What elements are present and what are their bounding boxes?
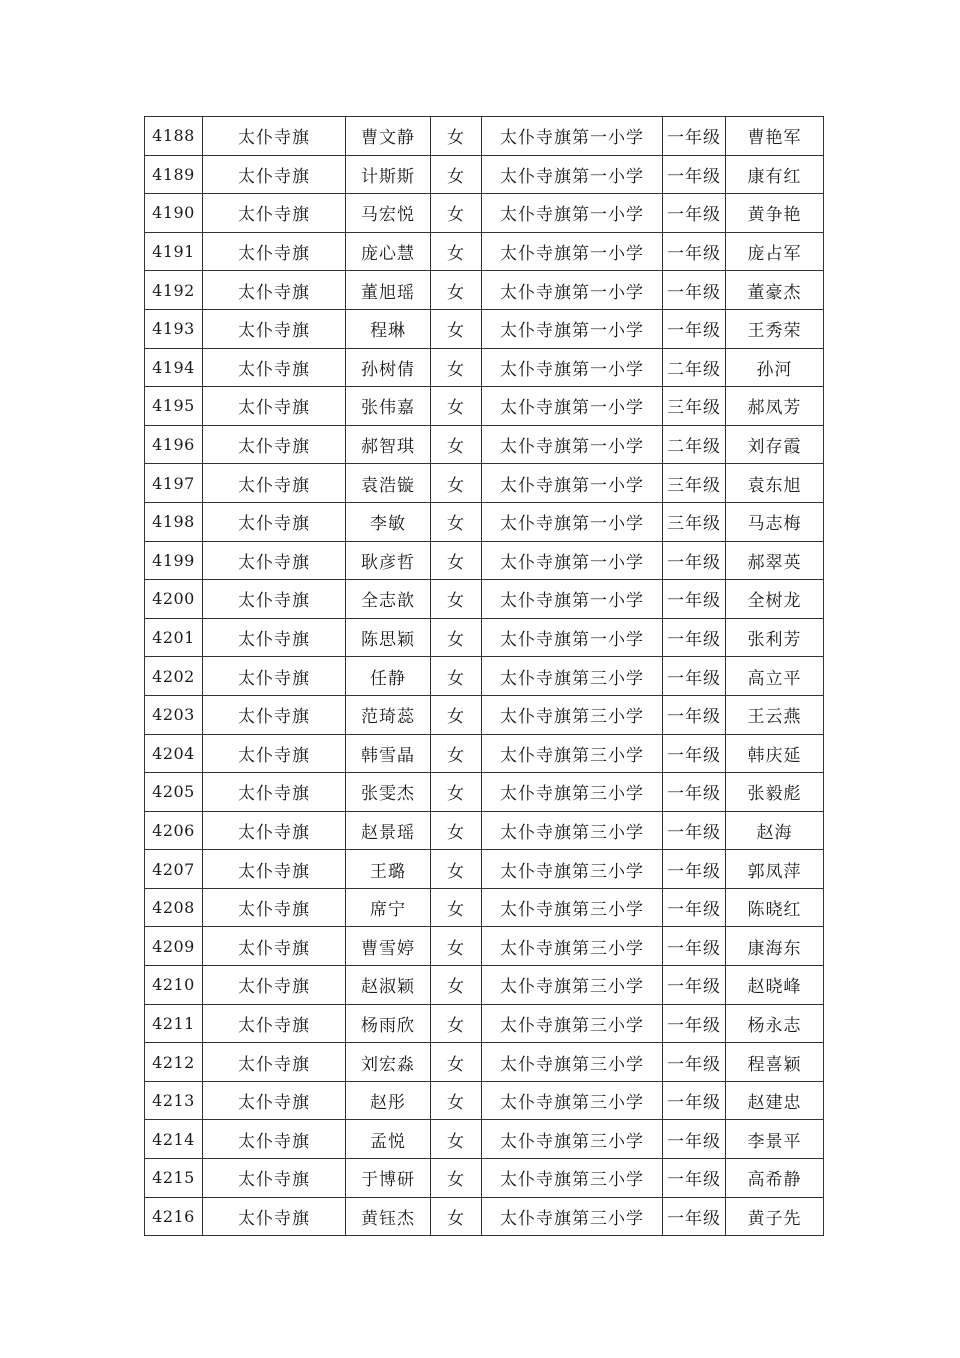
- district-cell: 太仆寺旗: [203, 850, 346, 889]
- district-cell: 太仆寺旗: [203, 966, 346, 1005]
- student-name-cell: 孙树倩: [346, 348, 431, 387]
- school-cell: 太仆寺旗第三小学: [482, 811, 663, 850]
- guardian-name-cell: 康海东: [726, 927, 824, 966]
- gender-cell: 女: [431, 618, 482, 657]
- grade-cell: 三年级: [663, 502, 726, 541]
- school-cell: 太仆寺旗第三小学: [482, 1120, 663, 1159]
- row-number-cell: 4197: [145, 464, 203, 503]
- gender-cell: 女: [431, 580, 482, 619]
- guardian-name-cell: 黄争艳: [726, 194, 824, 233]
- row-number-cell: 4211: [145, 1004, 203, 1043]
- grade-cell: 一年级: [663, 695, 726, 734]
- gender-cell: 女: [431, 773, 482, 812]
- student-name-cell: 郝智琪: [346, 425, 431, 464]
- table-row: [145, 348, 824, 387]
- table-row: [145, 695, 824, 734]
- school-cell: 太仆寺旗第一小学: [482, 464, 663, 503]
- table-row: [145, 773, 824, 812]
- row-number-cell: 4216: [145, 1197, 203, 1236]
- student-name-cell: 李敏: [346, 502, 431, 541]
- guardian-name-cell: 赵建忠: [726, 1081, 824, 1120]
- grade-cell: 一年级: [663, 618, 726, 657]
- guardian-name-cell: 康有红: [726, 155, 824, 194]
- guardian-name-cell: 郝翠英: [726, 541, 824, 580]
- student-name-cell: 袁浩镟: [346, 464, 431, 503]
- gender-cell: 女: [431, 811, 482, 850]
- district-cell: 太仆寺旗: [203, 117, 346, 156]
- school-cell: 太仆寺旗第一小学: [482, 117, 663, 156]
- district-cell: 太仆寺旗: [203, 464, 346, 503]
- row-number-cell: 4200: [145, 580, 203, 619]
- row-number-cell: 4207: [145, 850, 203, 889]
- gender-cell: 女: [431, 309, 482, 348]
- grade-cell: 一年级: [663, 927, 726, 966]
- table-row: [145, 966, 824, 1005]
- district-cell: 太仆寺旗: [203, 888, 346, 927]
- guardian-name-cell: 高立平: [726, 657, 824, 696]
- row-number-cell: 4190: [145, 194, 203, 233]
- gender-cell: 女: [431, 117, 482, 156]
- student-name-cell: 范琦蕊: [346, 695, 431, 734]
- row-number-cell: 4206: [145, 811, 203, 850]
- gender-cell: 女: [431, 348, 482, 387]
- student-name-cell: 程琳: [346, 309, 431, 348]
- grade-cell: 二年级: [663, 348, 726, 387]
- grade-cell: 一年级: [663, 1004, 726, 1043]
- table-row: [145, 271, 824, 310]
- guardian-name-cell: 张利芳: [726, 618, 824, 657]
- guardian-name-cell: 全树龙: [726, 580, 824, 619]
- district-cell: 太仆寺旗: [203, 541, 346, 580]
- district-cell: 太仆寺旗: [203, 811, 346, 850]
- grade-cell: 一年级: [663, 1159, 726, 1198]
- student-name-cell: 全志歆: [346, 580, 431, 619]
- gender-cell: 女: [431, 541, 482, 580]
- grade-cell: 一年级: [663, 966, 726, 1005]
- guardian-name-cell: 陈晓红: [726, 888, 824, 927]
- gender-cell: 女: [431, 1159, 482, 1198]
- guardian-name-cell: 马志梅: [726, 502, 824, 541]
- guardian-name-cell: 孙河: [726, 348, 824, 387]
- district-cell: 太仆寺旗: [203, 1081, 346, 1120]
- district-cell: 太仆寺旗: [203, 348, 346, 387]
- district-cell: 太仆寺旗: [203, 1043, 346, 1082]
- school-cell: 太仆寺旗第三小学: [482, 773, 663, 812]
- guardian-name-cell: 赵晓峰: [726, 966, 824, 1005]
- school-cell: 太仆寺旗第一小学: [482, 155, 663, 194]
- district-cell: 太仆寺旗: [203, 657, 346, 696]
- row-number-cell: 4201: [145, 618, 203, 657]
- row-number-cell: 4202: [145, 657, 203, 696]
- guardian-name-cell: 董豪杰: [726, 271, 824, 310]
- student-name-cell: 马宏悦: [346, 194, 431, 233]
- school-cell: 太仆寺旗第三小学: [482, 1004, 663, 1043]
- school-cell: 太仆寺旗第三小学: [482, 888, 663, 927]
- row-number-cell: 4203: [145, 695, 203, 734]
- school-cell: 太仆寺旗第三小学: [482, 1043, 663, 1082]
- table-row: [145, 425, 824, 464]
- row-number-cell: 4188: [145, 117, 203, 156]
- table-row: [145, 927, 824, 966]
- grade-cell: 一年级: [663, 1197, 726, 1236]
- grade-cell: 一年级: [663, 117, 726, 156]
- table-row: [145, 194, 824, 233]
- school-cell: 太仆寺旗第一小学: [482, 348, 663, 387]
- gender-cell: 女: [431, 1081, 482, 1120]
- row-number-cell: 4192: [145, 271, 203, 310]
- student-name-cell: 陈思颖: [346, 618, 431, 657]
- table-row: [145, 657, 824, 696]
- guardian-name-cell: 郝凤芳: [726, 387, 824, 426]
- district-cell: 太仆寺旗: [203, 1120, 346, 1159]
- grade-cell: 二年级: [663, 425, 726, 464]
- table-row: [145, 1159, 824, 1198]
- district-cell: 太仆寺旗: [203, 773, 346, 812]
- row-number-cell: 4195: [145, 387, 203, 426]
- row-number-cell: 4214: [145, 1120, 203, 1159]
- school-cell: 太仆寺旗第三小学: [482, 734, 663, 773]
- school-cell: 太仆寺旗第一小学: [482, 387, 663, 426]
- grade-cell: 三年级: [663, 387, 726, 426]
- gender-cell: 女: [431, 1197, 482, 1236]
- grade-cell: 一年级: [663, 580, 726, 619]
- gender-cell: 女: [431, 271, 482, 310]
- row-number-cell: 4199: [145, 541, 203, 580]
- row-number-cell: 4194: [145, 348, 203, 387]
- student-name-cell: 杨雨欣: [346, 1004, 431, 1043]
- table-row: [145, 1197, 824, 1236]
- district-cell: 太仆寺旗: [203, 927, 346, 966]
- grade-cell: 一年级: [663, 850, 726, 889]
- district-cell: 太仆寺旗: [203, 580, 346, 619]
- gender-cell: 女: [431, 155, 482, 194]
- student-name-cell: 曹文静: [346, 117, 431, 156]
- district-cell: 太仆寺旗: [203, 309, 346, 348]
- student-name-cell: 韩雪晶: [346, 734, 431, 773]
- guardian-name-cell: 张毅彪: [726, 773, 824, 812]
- school-cell: 太仆寺旗第三小学: [482, 657, 663, 696]
- district-cell: 太仆寺旗: [203, 387, 346, 426]
- table-row: [145, 117, 824, 156]
- district-cell: 太仆寺旗: [203, 618, 346, 657]
- gender-cell: 女: [431, 927, 482, 966]
- student-name-cell: 张雯杰: [346, 773, 431, 812]
- student-name-cell: 刘宏淼: [346, 1043, 431, 1082]
- gender-cell: 女: [431, 734, 482, 773]
- district-cell: 太仆寺旗: [203, 155, 346, 194]
- table-row: [145, 232, 824, 271]
- grade-cell: 一年级: [663, 1120, 726, 1159]
- guardian-name-cell: 程喜颖: [726, 1043, 824, 1082]
- district-cell: 太仆寺旗: [203, 502, 346, 541]
- gender-cell: 女: [431, 1004, 482, 1043]
- guardian-name-cell: 韩庆延: [726, 734, 824, 773]
- gender-cell: 女: [431, 695, 482, 734]
- grade-cell: 一年级: [663, 309, 726, 348]
- gender-cell: 女: [431, 1120, 482, 1159]
- row-number-cell: 4198: [145, 502, 203, 541]
- roster-body: [145, 117, 824, 1236]
- grade-cell: 一年级: [663, 734, 726, 773]
- district-cell: 太仆寺旗: [203, 1004, 346, 1043]
- grade-cell: 一年级: [663, 657, 726, 696]
- table-row: [145, 502, 824, 541]
- grade-cell: 三年级: [663, 464, 726, 503]
- gender-cell: 女: [431, 502, 482, 541]
- student-name-cell: 耿彦哲: [346, 541, 431, 580]
- table-row: [145, 811, 824, 850]
- school-cell: 太仆寺旗第一小学: [482, 541, 663, 580]
- gender-cell: 女: [431, 232, 482, 271]
- school-cell: 太仆寺旗第三小学: [482, 966, 663, 1005]
- student-name-cell: 王璐: [346, 850, 431, 889]
- guardian-name-cell: 赵海: [726, 811, 824, 850]
- guardian-name-cell: 郭凤萍: [726, 850, 824, 889]
- school-cell: 太仆寺旗第一小学: [482, 271, 663, 310]
- grade-cell: 一年级: [663, 232, 726, 271]
- school-cell: 太仆寺旗第三小学: [482, 927, 663, 966]
- guardian-name-cell: 李景平: [726, 1120, 824, 1159]
- row-number-cell: 4204: [145, 734, 203, 773]
- table-row: [145, 541, 824, 580]
- gender-cell: 女: [431, 850, 482, 889]
- table-row: [145, 1004, 824, 1043]
- row-number-cell: 4205: [145, 773, 203, 812]
- guardian-name-cell: 王秀荣: [726, 309, 824, 348]
- school-cell: 太仆寺旗第一小学: [482, 194, 663, 233]
- district-cell: 太仆寺旗: [203, 695, 346, 734]
- row-number-cell: 4208: [145, 888, 203, 927]
- gender-cell: 女: [431, 464, 482, 503]
- gender-cell: 女: [431, 657, 482, 696]
- school-cell: 太仆寺旗第一小学: [482, 618, 663, 657]
- guardian-name-cell: 刘存霞: [726, 425, 824, 464]
- guardian-name-cell: 黄子先: [726, 1197, 824, 1236]
- student-name-cell: 赵彤: [346, 1081, 431, 1120]
- table-row: [145, 888, 824, 927]
- roster-table: [144, 116, 824, 1236]
- row-number-cell: 4212: [145, 1043, 203, 1082]
- district-cell: 太仆寺旗: [203, 232, 346, 271]
- student-name-cell: 庞心慧: [346, 232, 431, 271]
- row-number-cell: 4209: [145, 927, 203, 966]
- student-name-cell: 董旭瑶: [346, 271, 431, 310]
- gender-cell: 女: [431, 966, 482, 1005]
- row-number-cell: 4196: [145, 425, 203, 464]
- gender-cell: 女: [431, 194, 482, 233]
- table-row: [145, 734, 824, 773]
- grade-cell: 一年级: [663, 811, 726, 850]
- grade-cell: 一年级: [663, 773, 726, 812]
- row-number-cell: 4191: [145, 232, 203, 271]
- gender-cell: 女: [431, 1043, 482, 1082]
- district-cell: 太仆寺旗: [203, 734, 346, 773]
- student-name-cell: 于博研: [346, 1159, 431, 1198]
- school-cell: 太仆寺旗第一小学: [482, 425, 663, 464]
- table-row: [145, 387, 824, 426]
- district-cell: 太仆寺旗: [203, 194, 346, 233]
- student-name-cell: 计斯斯: [346, 155, 431, 194]
- student-name-cell: 孟悦: [346, 1120, 431, 1159]
- school-cell: 太仆寺旗第三小学: [482, 1081, 663, 1120]
- row-number-cell: 4215: [145, 1159, 203, 1198]
- row-number-cell: 4213: [145, 1081, 203, 1120]
- gender-cell: 女: [431, 387, 482, 426]
- student-name-cell: 曹雪婷: [346, 927, 431, 966]
- guardian-name-cell: 杨永志: [726, 1004, 824, 1043]
- table-row: [145, 464, 824, 503]
- school-cell: 太仆寺旗第三小学: [482, 1197, 663, 1236]
- school-cell: 太仆寺旗第一小学: [482, 580, 663, 619]
- student-name-cell: 赵景瑶: [346, 811, 431, 850]
- district-cell: 太仆寺旗: [203, 425, 346, 464]
- table-row: [145, 850, 824, 889]
- gender-cell: 女: [431, 888, 482, 927]
- table-row: [145, 309, 824, 348]
- guardian-name-cell: 高希静: [726, 1159, 824, 1198]
- student-name-cell: 赵淑颖: [346, 966, 431, 1005]
- table-row: [145, 1120, 824, 1159]
- table-row: [145, 1081, 824, 1120]
- grade-cell: 一年级: [663, 155, 726, 194]
- grade-cell: 一年级: [663, 1081, 726, 1120]
- school-cell: 太仆寺旗第三小学: [482, 850, 663, 889]
- grade-cell: 一年级: [663, 1043, 726, 1082]
- gender-cell: 女: [431, 425, 482, 464]
- student-name-cell: 席宁: [346, 888, 431, 927]
- student-name-cell: 黄钰杰: [346, 1197, 431, 1236]
- guardian-name-cell: 庞占军: [726, 232, 824, 271]
- student-name-cell: 任静: [346, 657, 431, 696]
- grade-cell: 一年级: [663, 541, 726, 580]
- row-number-cell: 4210: [145, 966, 203, 1005]
- grade-cell: 一年级: [663, 888, 726, 927]
- table-row: [145, 1043, 824, 1082]
- row-number-cell: 4193: [145, 309, 203, 348]
- district-cell: 太仆寺旗: [203, 1197, 346, 1236]
- school-cell: 太仆寺旗第三小学: [482, 1159, 663, 1198]
- guardian-name-cell: 袁东旭: [726, 464, 824, 503]
- guardian-name-cell: 曹艳军: [726, 117, 824, 156]
- school-cell: 太仆寺旗第一小学: [482, 502, 663, 541]
- table-row: [145, 155, 824, 194]
- table-row: [145, 580, 824, 619]
- guardian-name-cell: 王云燕: [726, 695, 824, 734]
- grade-cell: 一年级: [663, 271, 726, 310]
- school-cell: 太仆寺旗第三小学: [482, 695, 663, 734]
- district-cell: 太仆寺旗: [203, 1159, 346, 1198]
- table-row: [145, 618, 824, 657]
- school-cell: 太仆寺旗第一小学: [482, 309, 663, 348]
- student-name-cell: 张伟嘉: [346, 387, 431, 426]
- school-cell: 太仆寺旗第一小学: [482, 232, 663, 271]
- row-number-cell: 4189: [145, 155, 203, 194]
- district-cell: 太仆寺旗: [203, 271, 346, 310]
- grade-cell: 一年级: [663, 194, 726, 233]
